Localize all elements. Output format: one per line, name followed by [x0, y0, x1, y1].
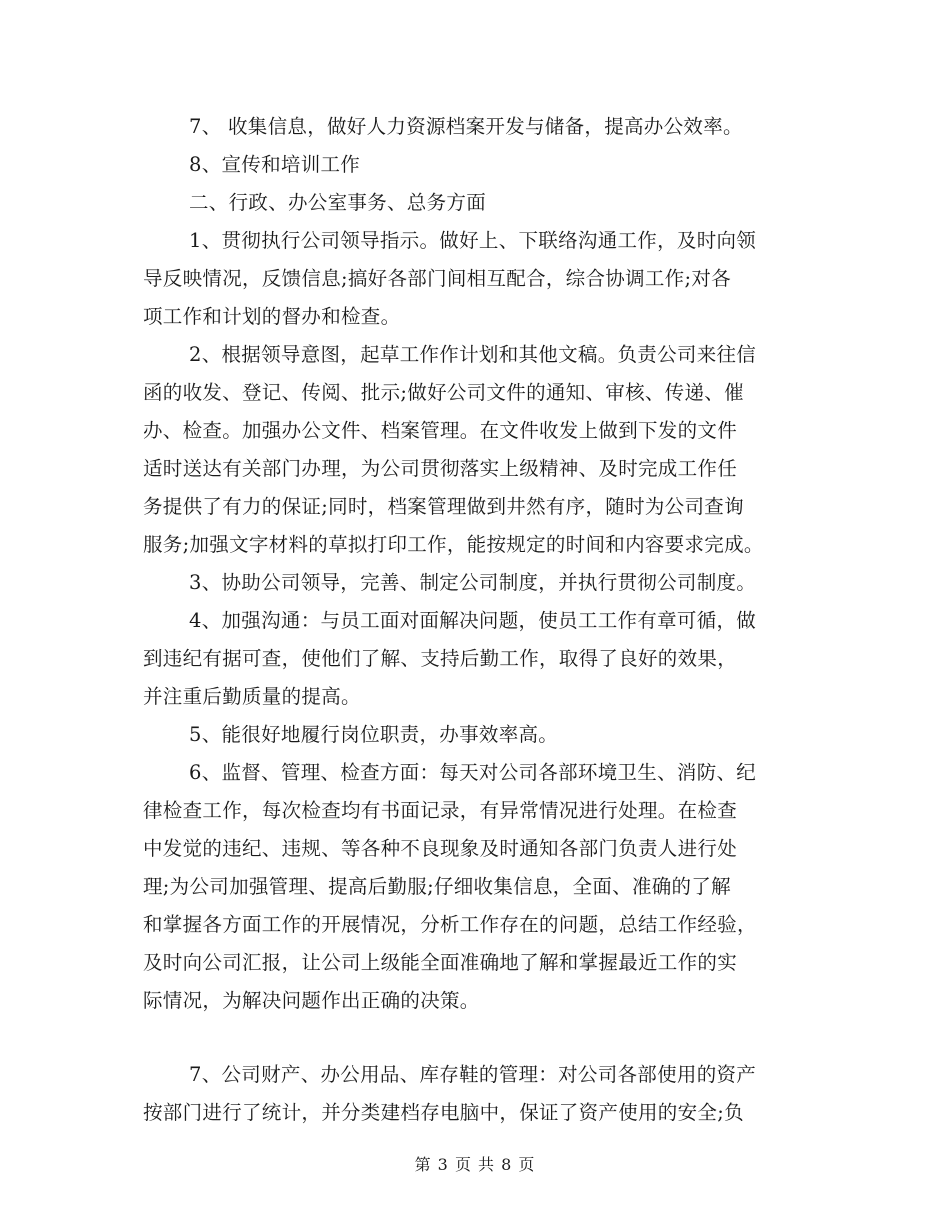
- section-heading: 二、行政、办公室事务、总务方面: [189, 191, 487, 214]
- paragraph-line: 8、宣传和培训工作: [189, 153, 361, 176]
- paragraph-line: 中发觉的违纪、违规、等各种不良现象及时通知各部门负责人进行处: [143, 837, 738, 860]
- document-body: [143, 108, 823, 1132]
- paragraph-line: 并注重后勤质量的提高。: [143, 685, 361, 708]
- paragraph-line: 际情况，为解决问题作出正确的决策。: [143, 989, 480, 1012]
- paragraph-line: 理;为公司加强管理、提高后勤服;仔细收集信息，全面、准确的了解: [143, 875, 731, 898]
- paragraph-line: 服务;加强文字材料的草拟打印工作，能按规定的时间和内容要求完成。: [143, 533, 764, 556]
- paragraph-line: 3、协助公司领导，完善、制定公司制度，并执行贯彻公司制度。: [189, 571, 757, 594]
- paragraph-line: 适时送达有关部门办理，为公司贯彻落实上级精神、及时完成工作任: [143, 457, 738, 480]
- paragraph-line: 函的收发、登记、传阅、批示;做好公司文件的通知、审核、传递、催: [143, 381, 744, 404]
- paragraph-line: 7、公司财产、办公用品、库存鞋的管理：对公司各部使用的资产: [189, 1063, 757, 1086]
- paragraph-line: 项工作和计划的督办和检查。: [143, 305, 401, 328]
- paragraph-line: 律检查工作，每次检查均有书面记录，有异常情况进行处理。在检查: [143, 799, 738, 822]
- paragraph-gap: [143, 1020, 823, 1056]
- paragraph-line: 7、 收集信息，做好人力资源档案开发与储备，提高办公效率。: [189, 115, 743, 138]
- paragraph-line: 4、加强沟通：与员工面对面解决问题，使员工工作有章可循，做: [189, 609, 757, 632]
- paragraph-line: 2、根据领导意图，起草工作作计划和其他文稿。负责公司来往信: [189, 343, 757, 366]
- paragraph-line: 及时向公司汇报，让公司上级能全面准确地了解和掌握最近工作的实: [143, 951, 738, 974]
- paragraph-line: 办、检查。加强办公文件、档案管理。在文件收发上做到下发的文件: [143, 419, 738, 442]
- paragraph-line: 和掌握各方面工作的开展情况，分析工作存在的问题，总结工作经验，: [143, 913, 757, 936]
- paragraph-line: 到违纪有据可查，使他们了解、支持后勤工作，取得了良好的效果，: [143, 647, 738, 670]
- page-number-footer: 第 3 页 共 8 页: [414, 1155, 536, 1174]
- paragraph-line: 1、贯彻执行公司领导指示。做好上、下联络沟通工作，及时向领: [189, 229, 757, 252]
- paragraph-line: 导反映情况，反馈信息;搞好各部门间相互配合，综合协调工作;对各: [143, 267, 731, 290]
- paragraph-line: 6、监督、管理、检查方面：每天对公司各部环境卫生、消防、纪: [189, 761, 757, 784]
- paragraph-line: 5、能很好地履行岗位职责，办事效率高。: [189, 723, 559, 746]
- paragraph-line: 务提供了有力的保证;同时，档案管理做到井然有序，随时为公司查询: [143, 495, 744, 518]
- paragraph-line: 按部门进行了统计，并分类建档存电脑中，保证了资产使用的安全;负: [143, 1101, 744, 1124]
